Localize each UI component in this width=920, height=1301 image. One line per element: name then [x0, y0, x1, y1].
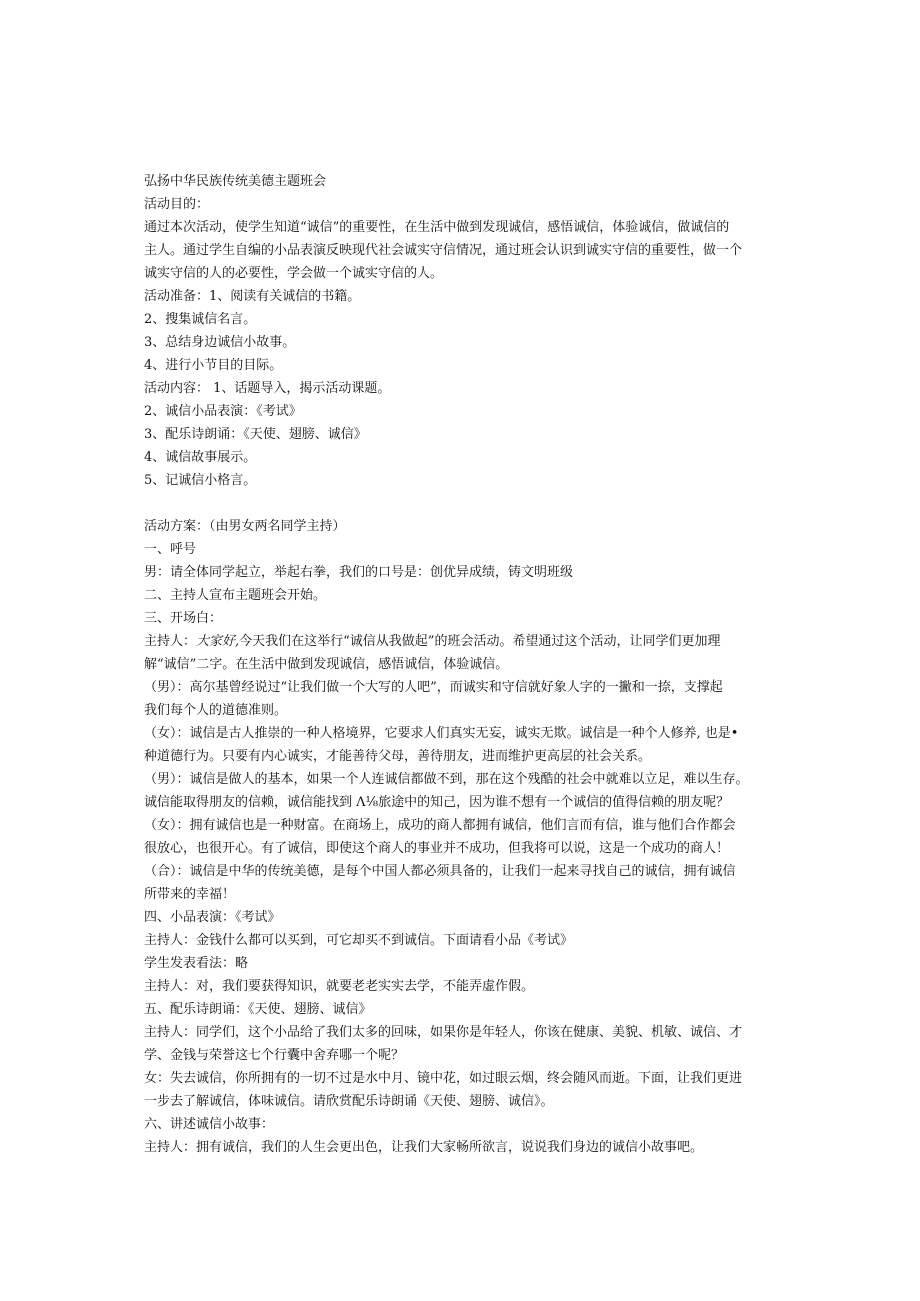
section-heading: 活动目的：	[144, 197, 210, 212]
paragraph-line: （男）：高尔基曾经说过“让我们做一个大写的人吧”，而诚实和守信就好象人字的一撇和一捺，支撑起	[144, 680, 723, 695]
paragraph-line: 种道德行为。只要有内心诚实，才能善待父母，善待朋友，进而维护更高层的社会关系。	[144, 749, 652, 764]
paragraph-line: 所带来的幸福！	[144, 887, 236, 902]
paragraph-line: 学生发表看法：略	[144, 956, 249, 971]
paragraph-line: 男：请全体同学起立，举起右拳，我们的口号是：创优异成绩，铸文明班级	[144, 565, 574, 580]
paragraph-line: 诚信能取得朋友的信赖，诚信能找到 Λ⅛旅途中的知己，因为谁不想有一个诚信的值得信赖的朋友呢？	[144, 795, 730, 810]
plan-section	[144, 515, 784, 1159]
paragraph-line: 四、小品表演：《考试》	[144, 910, 281, 925]
host-prefix: 主持人：	[144, 634, 197, 649]
paragraph-line: （男）：诚信是做人的基本，如果一个人连诚信都做不到，那在这个残酷的社会中就难以立足，难以生存。	[144, 772, 749, 787]
host-greeting-line	[144, 630, 784, 653]
paragraph-line: （女）：拥有诚信也是一种财富。在商场上，成功的商人都拥有诚信，他们言而有信，谁与他们合作都会	[144, 818, 736, 833]
paragraph-line: （女）：诚信是古人推崇的一种人格境界，它要求人们真实无妄，诚实无欺。诚信是一种个人修养, 也是•	[144, 726, 739, 741]
paragraph-line: 主人。通过学生自编的小品表演反映现代社会诚实守信情况，通过班会认识到诚实守信的重要性，做一个	[144, 243, 743, 258]
list-item: 5、记诚信小格言。	[144, 473, 257, 488]
list-item: 2、搜集诚信名言。	[144, 312, 257, 327]
paragraph-line: 很放心，也很开心。有了诚信，即使这个商人的事业并不成功，但我将可以说，这是一个成功的商人！	[144, 841, 730, 856]
document-page	[144, 170, 784, 1159]
list-item: 活动准备：1、阅读有关诚信的书籍。	[144, 289, 361, 304]
paragraph-line: 一、呼号	[144, 542, 197, 557]
list-item: 3、总结身边诚信小故事。	[144, 335, 296, 350]
list-item: 4、进行小节目的目际。	[144, 358, 283, 373]
list-item: 3、配乐诗朗诵：《天使、翅膀、诚信》	[144, 427, 367, 442]
paragraph-line: 主持人：同学们，这个小品给了我们太多的回味，如果你是年轻人，你该在健康、美貌、机敏、诚信、才	[144, 1025, 743, 1040]
paragraph-line: 六、讲述诚信小故事：	[144, 1117, 275, 1132]
paragraph-line: （合）：诚信是中华的传统美德，是每个中国人都必须具备的，让我们一起来寻找自己的诚信，拥有诚信	[144, 864, 736, 879]
greeting-italic: 大家好,	[196, 634, 240, 649]
document-title: 弘扬中华民族传统美德主题班会	[144, 174, 327, 189]
paragraph-line: 三、开场白：	[144, 611, 223, 626]
paragraph-line: 二、主持人宣布主题班会开始。	[144, 588, 327, 603]
paragraph-line: 我们每个人的道德准则。	[144, 703, 288, 718]
section-heading: 活动方案：（由男女两名同学主持）	[144, 519, 346, 534]
paragraph-line: 通过本次活动，使学生知道“诚信”的重要性，在生活中做到发现诚信，感悟诚信，体验诚信，做诚信的	[144, 220, 730, 235]
paragraph-line: 学、金钱与荣誉这七个行囊中舍弃哪一个呢？	[144, 1048, 405, 1063]
list-item: 活动内容： 1、话题导入，揭示活动课题。	[144, 381, 391, 396]
paragraph-line: 解“诚信”二字。在生活中做到发现诚信，感悟诚信，体验诚信。	[144, 657, 509, 672]
list-item: 2、诚信小品表演：《考试》	[144, 404, 302, 419]
greeting-rest: 今天我们在这举行“诚信从我做起”的班会活动。希望通过这个活动，让同学们更加理	[239, 634, 721, 649]
intro-section	[144, 170, 784, 492]
paragraph-line: 五、配乐诗朗诵：《天使、翅膀、诚信》	[144, 1002, 372, 1017]
paragraph-line: 女：失去诚信，你所拥有的一切不过是水中月、镜中花，如过眼云烟，终会随风而逝。下面，让我们更进	[144, 1071, 743, 1086]
paragraph-line: 主持人：对，我们要获得知识，就要老老实实去学，不能弄虚作假。	[144, 979, 535, 994]
paragraph-line: 一步去了解诚信，体味诚信。请欣赏配乐诗朗诵《天使、翅膀、诚信》。	[144, 1094, 554, 1109]
paragraph-line: 诚实守信的人的必要性，学会做一个诚实守信的人。	[144, 266, 444, 281]
section-spacer	[144, 492, 784, 515]
paragraph-line: 主持人：拥有诚信，我们的人生会更出色，让我们大家畅所欲言，说说我们身边的诚信小故事吧。	[144, 1140, 704, 1155]
list-item: 4、诚信故事展示。	[144, 450, 257, 465]
paragraph-line: 主持人：金钱什么都可以买到，可它却买不到诚信。下面请看小品《考试》	[144, 933, 574, 948]
